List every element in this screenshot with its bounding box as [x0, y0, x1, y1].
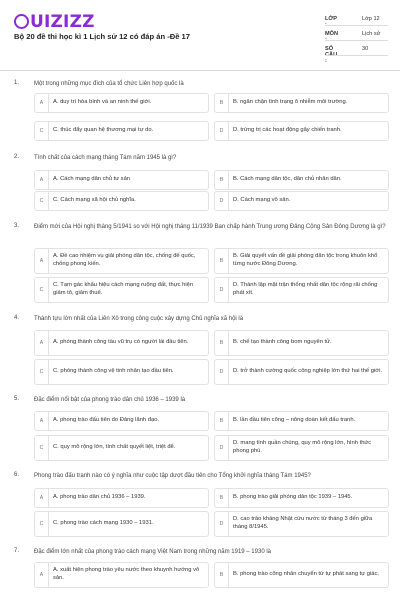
option-letter: B — [215, 412, 229, 430]
option-text: D. Thành lập mặt trận thống nhất dân tộc rộng rãi chống phát xít. — [233, 282, 378, 296]
worksheet-header — [0, 0, 400, 72]
option-text: B. phong trào công nhân chuyển từ tự phát sang tự giác. — [233, 571, 380, 578]
option-letter: D — [215, 192, 229, 210]
option-d[interactable] — [214, 435, 389, 461]
option-text: C. Tạm gác khẩu hiệu cách mạng ruộng đất, thực hiện giảm tô, giảm thuế. — [53, 282, 194, 296]
option-b[interactable] — [214, 93, 389, 113]
option-letter: A — [35, 563, 49, 587]
option-b[interactable] — [214, 330, 389, 356]
option-letter: D — [215, 278, 229, 302]
option-letter: C — [35, 512, 49, 536]
option-letter: B — [215, 94, 229, 112]
option-letter: D — [215, 436, 229, 460]
option-a[interactable] — [34, 411, 209, 431]
divider — [325, 55, 388, 56]
option-letter: D — [215, 512, 229, 536]
meta-class-value: Lớp 12 — [362, 16, 380, 22]
option-letter: A — [35, 171, 49, 189]
question-number: 6. — [14, 472, 20, 478]
option-text: B. Cách mạng dân tộc, dân chủ nhân dân. — [233, 176, 342, 183]
question-number: 7. — [14, 548, 20, 554]
option-letter: B — [215, 563, 229, 587]
divider — [325, 25, 388, 26]
option-c[interactable] — [34, 277, 209, 303]
quizizz-logo — [14, 12, 95, 32]
question-text: Đặc điểm lớn nhất của phong trào cách mạng Việt Nam trong những năm 1919 – 1930 là — [34, 549, 271, 555]
option-text: B. phong trào giải phóng dân tộc 1939 – 1945. — [233, 494, 353, 501]
option-a[interactable] — [34, 248, 209, 274]
option-letter: D — [215, 122, 229, 140]
option-letter: B — [215, 489, 229, 507]
option-a[interactable] — [34, 488, 209, 508]
logo-text: UIZIZZ — [30, 12, 95, 32]
option-text: B. lần đầu tiên công – nông doàn kết đấu tranh. — [233, 417, 356, 424]
option-letter: A — [35, 94, 49, 112]
question-text: Phong trào đấu tranh nào có ý nghĩa như cuộc tập dượt đầu tiên cho Tổng khởi nghĩa tháng Tám 1945? — [34, 473, 311, 479]
meta-class-label: LỚP — [325, 16, 337, 22]
question-number: 5. — [14, 396, 20, 402]
question-text: Điểm mới của Hội nghị tháng 5/1941 so với Hội nghị tháng 11/1939 Ban chấp hành Trung ương Đảng Cộng Sản Đông Dương là gì? — [34, 224, 386, 230]
question-number: 2. — [14, 154, 20, 160]
divider — [325, 40, 388, 41]
option-letter: B — [215, 331, 229, 355]
option-text: C. phong trào cách mạng 1930 – 1931. — [53, 520, 154, 527]
option-c[interactable] — [34, 121, 209, 141]
meta-subject-value: Lịch sử — [362, 31, 381, 37]
option-text: D. trở thành cường quốc công nghiệp lớn thứ hai thế giới. — [233, 368, 382, 375]
option-letter: C — [35, 192, 49, 210]
option-letter: A — [35, 331, 49, 355]
option-d[interactable] — [214, 359, 389, 385]
meta-count-label: SỐ : — [325, 46, 334, 64]
option-c[interactable] — [34, 191, 209, 211]
option-text: B. Giải quyết vấn đề giải phóng dân tộc trong khuôn khổ từng nước Đông Dương. — [233, 253, 378, 267]
question-number: 3. — [14, 223, 20, 229]
option-b[interactable] — [214, 411, 389, 431]
header-divider — [0, 70, 400, 71]
option-letter: D — [215, 360, 229, 384]
option-b[interactable] — [214, 562, 389, 588]
option-a[interactable] — [34, 93, 209, 113]
question-text: Thành tựu lớn nhất của Liên Xô trong công cuộc xây dựng Chủ nghĩa xã hội là — [34, 316, 244, 322]
option-letter: C — [35, 122, 49, 140]
option-text: D. trừng trị các hoạt động gây chiến tranh. — [233, 127, 342, 134]
option-text: B. ngăn chặn tình trạng ô nhiễm môi trường. — [233, 99, 348, 106]
option-d[interactable] — [214, 191, 389, 211]
option-letter: A — [35, 249, 49, 273]
option-letter: C — [35, 360, 49, 384]
page-title: Bộ 20 đề thi học kì 1 Lịch sử 12 có đáp án -Đề 17 — [14, 32, 190, 41]
option-text: C. thúc đẩy quan hệ thương mại tự do. — [53, 127, 154, 134]
meta-count-value: 30 — [362, 46, 369, 52]
option-text: A. phong trào dân chủ 1936 – 1939. — [53, 494, 146, 501]
option-letter: B — [215, 249, 229, 273]
option-text: A. Đề cao nhiệm vụ giải phóng dân tộc, chống đế quốc, chống phong kiến. — [53, 253, 196, 267]
option-d[interactable] — [214, 121, 389, 141]
option-text: A. duy trì hòa bình và an ninh thế giới. — [53, 99, 152, 106]
question-text: Đặc điểm nổi bật của phong trào dân chủ 1936 – 1939 là — [34, 397, 186, 403]
option-a[interactable] — [34, 170, 209, 190]
option-b[interactable] — [214, 488, 389, 508]
question-number: 4. — [14, 315, 20, 321]
option-text: D. Cách mạng vô sản. — [233, 197, 291, 204]
option-d[interactable] — [214, 277, 389, 303]
logo-q-icon — [14, 14, 29, 29]
option-text: A. Cách mạng dân chủ tư sản — [53, 176, 131, 183]
option-text: C. quy mô rộng lớn, tính chất quyết liệt, triệt để. — [53, 444, 176, 451]
option-b[interactable] — [214, 170, 389, 190]
question-text: Một trong những mục đích của tổ chức Liên hợp quốc là — [34, 81, 184, 87]
option-text: A. phong trào đấu tiên do Đảng lãnh đạo. — [53, 417, 160, 424]
option-text: D. mang tính quần chúng, quy mô rộng lớn, hình thức phong phú. — [233, 440, 372, 454]
option-text: A. phóng thành công tàu vũ trụ có người lái đầu tiên. — [53, 339, 189, 346]
option-letter: A — [35, 489, 49, 507]
option-a[interactable] — [34, 562, 209, 588]
option-text: D. cao trào kháng Nhật cứu nước từ tháng 3 đến giữa tháng 8/1945. — [233, 516, 373, 530]
question-number: 1. — [14, 80, 20, 86]
option-c[interactable] — [34, 511, 209, 537]
question-text: Tính chất của cách mạng tháng Tám năm 1945 là gì? — [34, 155, 177, 161]
option-text: A. xuất hiện phong trào yêu nước theo khuynh hướng vô sản. — [53, 567, 200, 581]
option-text: C. phóng thành công vệ tinh nhân tạo đầu tiên. — [53, 368, 174, 375]
option-text: B. chế tạo thành công bom nguyên tử. — [233, 339, 332, 346]
option-c[interactable] — [34, 435, 209, 461]
meta-subject-label: MÔN — [325, 31, 339, 37]
option-d[interactable] — [214, 511, 389, 537]
option-c[interactable] — [34, 359, 209, 385]
option-letter: C — [35, 436, 49, 460]
option-letter: B — [215, 171, 229, 189]
option-letter: C — [35, 278, 49, 302]
option-b[interactable] — [214, 248, 389, 274]
option-letter: A — [35, 412, 49, 430]
option-text: C. Cách mạng xã hội chủ nghĩa. — [53, 197, 136, 204]
option-a[interactable] — [34, 330, 209, 356]
